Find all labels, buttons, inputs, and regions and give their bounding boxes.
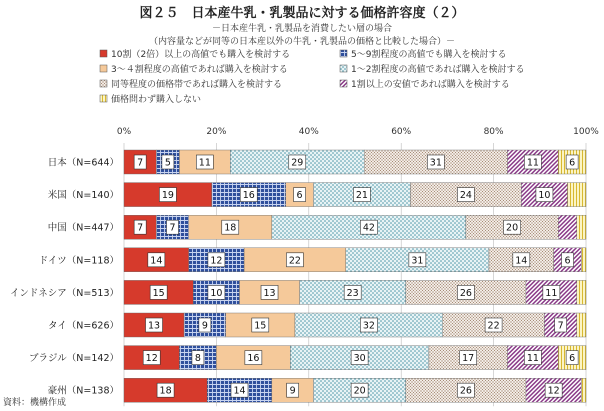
x-tick-label: 100% — [573, 127, 599, 137]
data-label: 15 — [152, 287, 165, 299]
legend-label-2: 5～9割程度の高値でも購入を検討する — [351, 50, 507, 60]
chart-subtitle-1: －日本産牛乳・乳製品を消費したい層の場合 — [211, 24, 393, 34]
legend-label-3: 3～４割程度の高値であれば購入を検討する — [111, 65, 288, 75]
data-label: 21 — [355, 190, 368, 202]
legend-item-4 — [340, 63, 524, 75]
bar-row — [48, 183, 586, 207]
category-label: 中国（N=447） — [47, 222, 119, 234]
bar-row — [48, 215, 586, 239]
data-label: 6 — [569, 157, 576, 169]
bar-row — [48, 378, 586, 402]
x-tick-label: 80% — [483, 127, 504, 137]
category-label: ブラジル（N=142） — [29, 353, 119, 365]
x-tick-label: 60% — [391, 127, 412, 137]
legend-item-2 — [340, 48, 506, 60]
data-label: 31 — [411, 255, 424, 267]
legend-label-4: 1～2割程度の高値であれば購入を検討する — [351, 65, 525, 75]
data-label: 14 — [515, 255, 528, 267]
data-label: 16 — [242, 190, 255, 202]
bar-row — [48, 313, 586, 337]
bar-row — [39, 248, 586, 272]
legend-label-7: 価格問わず購入しない — [111, 95, 202, 105]
chart-title: 図２５ 日本産牛乳・乳製品に対する価格許容度（２） — [139, 6, 465, 21]
data-label: 26 — [459, 287, 472, 299]
data-label: 12 — [547, 385, 560, 397]
data-label: 11 — [198, 157, 211, 169]
legend-label-6: 1割以上の安値であれば購入を検討する — [351, 80, 510, 90]
data-label: 20 — [353, 385, 366, 397]
category-label: ドイツ（N=118） — [38, 255, 119, 267]
chart-subtitle-2: （内容量などが同等の日本産以外の牛乳・乳製品の価格と比較した場合）－ — [148, 37, 456, 47]
legend-item-3 — [100, 63, 288, 75]
bar-row — [10, 280, 586, 304]
data-label: 7 — [169, 222, 176, 234]
legend-swatch-4 — [340, 65, 347, 72]
data-label: 24 — [459, 190, 472, 202]
data-label: 10 — [210, 287, 223, 299]
data-label: 11 — [526, 157, 539, 169]
data-label: 22 — [288, 255, 301, 267]
data-label: 8 — [194, 353, 201, 365]
data-label: 9 — [201, 320, 208, 332]
bar-row — [48, 150, 586, 174]
data-label: 23 — [346, 287, 359, 299]
category-label: 豪州（N=138） — [47, 385, 119, 397]
data-label: 17 — [462, 353, 475, 365]
data-label: 16 — [247, 353, 260, 365]
bar-segment — [577, 280, 586, 304]
data-label: 7 — [557, 320, 564, 332]
legend-label-1: 10割（2倍）以上の高値でも購入を検討する — [111, 50, 291, 60]
data-label: 14 — [233, 385, 246, 397]
x-tick-label: 0% — [116, 127, 132, 137]
legend-swatch-5 — [100, 80, 107, 87]
bar-segment — [581, 378, 586, 402]
data-label: 29 — [291, 157, 304, 169]
x-tick-label: 40% — [298, 127, 319, 137]
bar-row — [29, 346, 586, 370]
data-label: 5 — [164, 157, 171, 169]
legend-swatch-7 — [100, 95, 107, 102]
category-label: 日本（N=644） — [47, 157, 119, 169]
x-tick-label: 20% — [206, 127, 227, 137]
data-label: 42 — [362, 222, 375, 234]
category-label: インドネシア（N=513） — [9, 287, 119, 299]
legend-item-1 — [100, 48, 290, 60]
data-label: 11 — [545, 287, 558, 299]
legend — [100, 48, 524, 105]
legend-item-5 — [100, 78, 282, 90]
bar-segment — [577, 215, 586, 239]
data-label: 15 — [254, 320, 267, 332]
legend-swatch-2 — [340, 50, 347, 57]
data-label: 13 — [147, 320, 161, 332]
legend-swatch-3 — [100, 65, 107, 72]
bar-segment — [577, 313, 586, 337]
bar-segment — [568, 183, 586, 207]
data-label: 13 — [263, 287, 276, 299]
data-label: 6 — [564, 255, 571, 267]
bar-segment — [581, 248, 586, 272]
data-label: 9 — [289, 385, 296, 397]
data-label: 20 — [506, 222, 519, 234]
legend-swatch-6 — [340, 80, 347, 87]
bar-segment — [558, 215, 576, 239]
legend-label-5: 同等程度の価格帯であれば購入を検討する — [111, 80, 283, 90]
category-label: 米国（N=140） — [47, 190, 119, 202]
data-label: 12 — [210, 255, 223, 267]
data-label: 12 — [145, 353, 158, 365]
data-label: 14 — [150, 255, 163, 267]
data-label: 6 — [569, 353, 576, 365]
data-label: 6 — [296, 190, 303, 202]
data-label: 19 — [161, 190, 174, 202]
bars — [10, 150, 586, 402]
data-label: 18 — [224, 222, 237, 234]
data-label: 22 — [487, 320, 500, 332]
data-label: 11 — [526, 353, 539, 365]
data-label: 7 — [137, 222, 144, 234]
legend-swatch-1 — [100, 50, 107, 57]
legend-item-6 — [340, 78, 510, 90]
data-label: 30 — [353, 353, 366, 365]
data-label: 18 — [159, 385, 172, 397]
data-label: 10 — [538, 190, 551, 202]
category-label: タイ（N=626） — [47, 320, 119, 332]
source-note: 資料：機構作成 — [3, 398, 67, 408]
data-label: 32 — [362, 320, 375, 332]
data-label: 7 — [137, 157, 144, 169]
data-label: 31 — [429, 157, 442, 169]
data-label: 26 — [459, 385, 472, 397]
legend-item-7 — [100, 93, 201, 105]
